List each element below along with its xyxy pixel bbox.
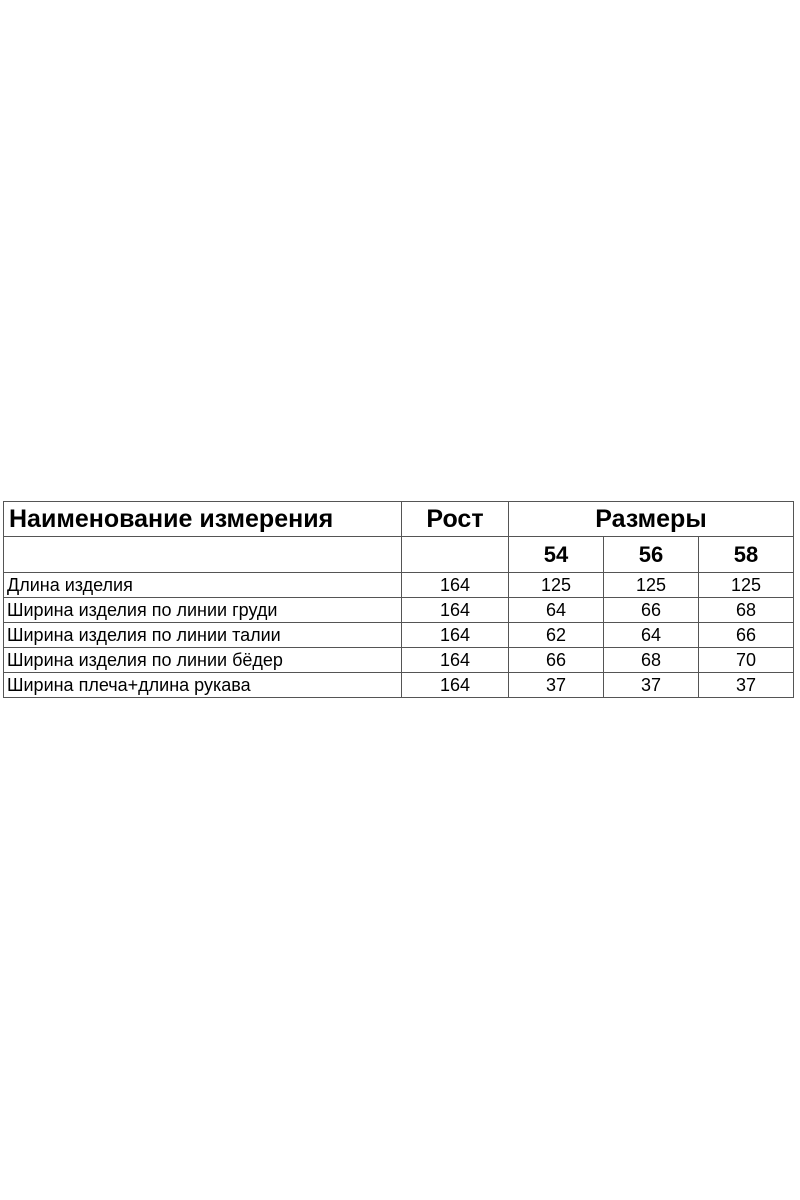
row-value: 66 xyxy=(509,648,604,673)
row-value: 37 xyxy=(509,673,604,698)
row-value: 66 xyxy=(604,598,699,623)
row-value: 37 xyxy=(699,673,794,698)
row-name: Ширина изделия по линии бёдер xyxy=(4,648,402,673)
row-value: 68 xyxy=(699,598,794,623)
size-chart-body xyxy=(4,502,794,698)
header-height: Рост xyxy=(402,502,509,537)
header-measurement: Наименование измерения xyxy=(4,502,402,537)
row-name: Ширина плеча+длина рукава xyxy=(4,673,402,698)
empty-cell-height xyxy=(402,537,509,573)
table-row xyxy=(4,598,794,623)
table-row xyxy=(4,573,794,598)
header-row xyxy=(4,502,794,537)
row-value: 125 xyxy=(699,573,794,598)
row-name: Ширина изделия по линии талии xyxy=(4,623,402,648)
row-value: 125 xyxy=(509,573,604,598)
row-name: Длина изделия xyxy=(4,573,402,598)
row-value: 66 xyxy=(699,623,794,648)
row-height: 164 xyxy=(402,648,509,673)
row-height: 164 xyxy=(402,598,509,623)
table-row xyxy=(4,623,794,648)
row-height: 164 xyxy=(402,573,509,598)
row-height: 164 xyxy=(402,623,509,648)
row-name: Ширина изделия по линии груди xyxy=(4,598,402,623)
table-row xyxy=(4,648,794,673)
size-54: 54 xyxy=(509,537,604,573)
row-value: 62 xyxy=(509,623,604,648)
empty-cell-name xyxy=(4,537,402,573)
row-value: 64 xyxy=(604,623,699,648)
row-value: 37 xyxy=(604,673,699,698)
size-numbers-row xyxy=(4,537,794,573)
row-value: 125 xyxy=(604,573,699,598)
table-row xyxy=(4,673,794,698)
size-58: 58 xyxy=(699,537,794,573)
row-value: 70 xyxy=(699,648,794,673)
header-sizes: Размеры xyxy=(509,502,794,537)
row-value: 68 xyxy=(604,648,699,673)
size-56: 56 xyxy=(604,537,699,573)
row-height: 164 xyxy=(402,673,509,698)
row-value: 64 xyxy=(509,598,604,623)
size-chart-table xyxy=(3,501,794,698)
